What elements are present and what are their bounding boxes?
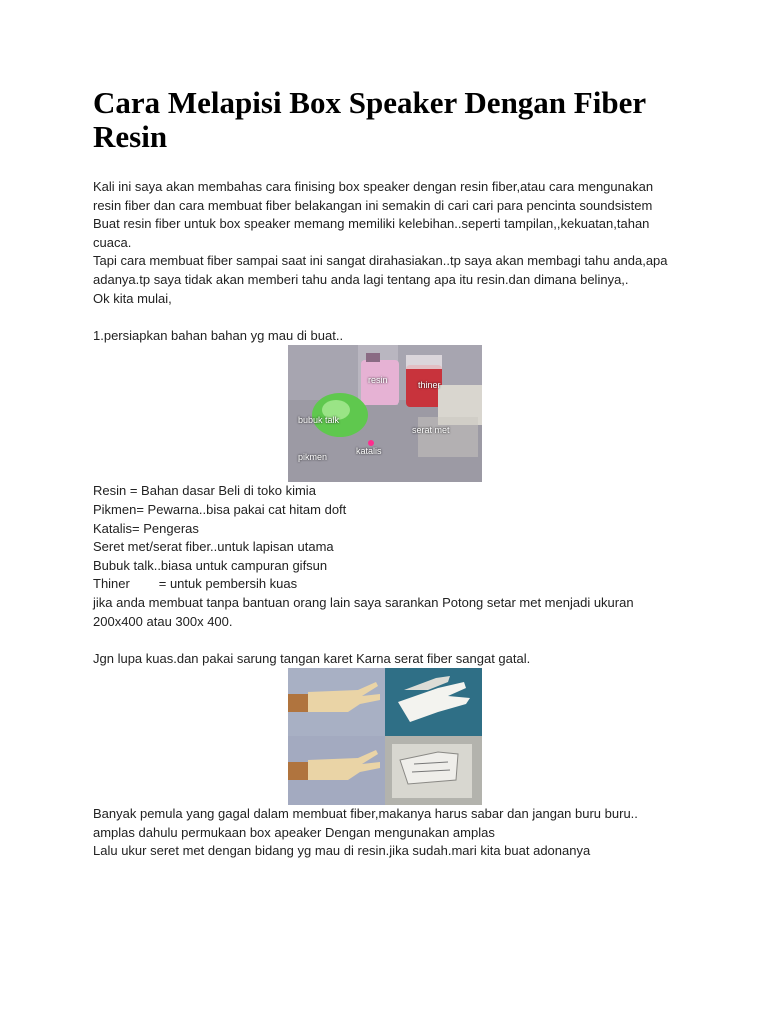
intro-paragraph: Kali ini saya akan membahas cara finising box speaker dengan resin fiber,atau cara mengunakan resin fiber dan cara membuat fiber belakangan ini semakin di cari cari para pencinta soundsistem [93, 179, 654, 213]
label-resin: resin [368, 375, 388, 386]
label-thiner: thiner [418, 380, 441, 391]
gloves-photo [288, 668, 482, 805]
closing-paragraph: Banyak pemula yang gagal dalam membuat fiber,makanya harus sabar dan jangan buru buru.. [93, 806, 638, 822]
gloves-illustration [288, 668, 482, 805]
material-item: Seret met/serat fiber..untuk lapisan utama [93, 539, 334, 555]
gloves-note: Jgn lupa kuas.dan pakai sarung tangan karet Karna serat fiber sangat gatal. [93, 650, 531, 666]
spacer [93, 308, 683, 327]
materials-photo [288, 345, 482, 482]
material-item: Pikmen= Pewarna..bisa pakai cat hitam doft [93, 501, 347, 517]
intro-paragraph: Buat resin fiber untuk box speaker memang memiliki kelebihan..seperti tampilan,,kekuatan,tahan cuaca. [93, 216, 650, 250]
label-katalis: katalis [356, 446, 382, 457]
material-item: Katalis= Pengeras [93, 520, 199, 536]
spacer [93, 631, 683, 650]
label-serat-met: serat met [412, 425, 450, 436]
closing-paragraph: amplas dahulu permukaan box apeaker Dengan mengunakan amplas [93, 824, 495, 840]
page-title: Cara Melapisi Box Speaker Dengan Fiber Resin [93, 85, 646, 154]
material-note: jika anda membuat tanpa bantuan orang lain saya sarankan Potong setar met menjadi ukuran 200x400 atau 300x 400. [93, 594, 634, 629]
label-pikmen: pikmen [298, 452, 328, 463]
article [93, 86, 683, 861]
material-item: Resin = Bahan dasar Beli di toko kimia [93, 483, 316, 499]
intro-paragraph: Ok kita mulai, [93, 290, 172, 306]
material-item: Thiner = untuk pembersih kuas [93, 576, 298, 592]
intro-paragraph: Tapi cara membuat fiber sampai saat ini sangat dirahasiakan..tp saya akan membagi tahu anda,apa adanya.tp saya tidak akan memberi tahu anda lagi tentang apa itu resin.dan dimana belinya,. [93, 253, 668, 287]
step-1-text: 1.persiapkan bahan bahan yg mau di buat.. [93, 327, 344, 343]
material-item: Bubuk talk..biasa untuk campuran gifsun [93, 557, 328, 573]
label-bubuk-talk: bubuk talk [298, 415, 340, 426]
closing-paragraph: Lalu ukur seret met dengan bidang yg mau di resin.jika sudah.mari kita buat adonanya [93, 843, 591, 859]
